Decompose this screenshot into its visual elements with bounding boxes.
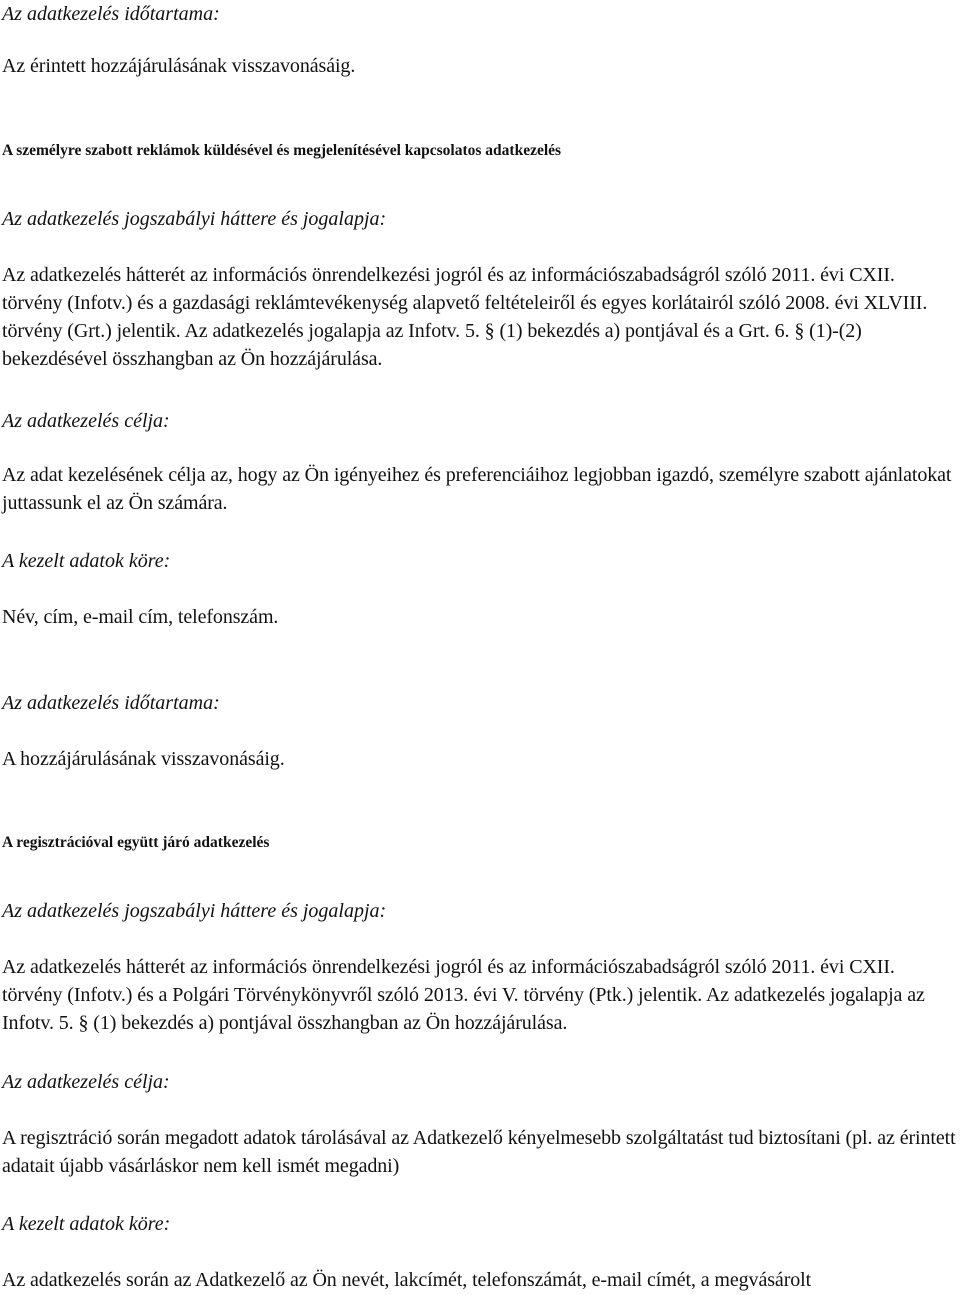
section-title-registration: A regisztrációval együtt járó adatkezelés	[2, 834, 270, 851]
section-heading-retention-period-2: Az adatkezelés időtartama:	[2, 692, 220, 714]
section-heading-legal-basis: Az adatkezelés jogszabályi háttere és jogalapja:	[2, 208, 387, 230]
section-heading-purpose: Az adatkezelés célja:	[2, 410, 170, 432]
section-heading-retention-period: Az adatkezelés időtartama:	[2, 3, 220, 25]
paragraph-legal-basis: Az adatkezelés hátterét az információs önrendelkezési jogról és az információszabadságról szóló 2011. évi CXII. törvény (Infotv.) és a gazdasági reklámtevékenység alapvető feltételeiről és egyes korlátairól szóló 2008. évi XLVIII. törvény (Grt.) jelentik. Az adatkezelés jogalapja az Infotv. 5. § (1) bekezdés a) pontjával és a Grt. 6. § (1)-(2) bekezdésével összhangban az Ön hozzájárulása.	[2, 264, 928, 370]
paragraph-retention-period: Az érintett hozzájárulásának visszavonásáig.	[2, 55, 356, 77]
paragraph-retention-period-2: A hozzájárulásának visszavonásáig.	[2, 748, 285, 770]
section-title-personalized-ads: A személyre szabott reklámok küldésével és megjelenítésével kapcsolatos adatkezelés	[2, 142, 562, 159]
paragraph-data-scope-2: Az adatkezelés során az Adatkezelő az Ön nevét, lakcímét, telefonszámát, e-mail címét, a megvásárolt	[2, 1269, 812, 1291]
section-heading-data-scope: A kezelt adatok köre:	[2, 550, 171, 572]
paragraph-purpose: Az adat kezelésének célja az, hogy az Ön igényeihez és preferenciáihoz legjobban igazdó, személyre szabott ajánlatokat juttassunk el az Ön számára.	[2, 464, 952, 514]
section-heading-purpose-2: Az adatkezelés célja:	[2, 1071, 170, 1093]
section-heading-legal-basis-2: Az adatkezelés jogszabályi háttere és jogalapja:	[2, 900, 387, 922]
paragraph-purpose-2: A regisztráció során megadott adatok tárolásával az Adatkezelő kényelmesebb szolgáltatást tud biztosítani (pl. az érintett adatait újabb vásárláskor nem kell ismét megadni)	[2, 1127, 956, 1177]
paragraph-legal-basis-2: Az adatkezelés hátterét az információs önrendelkezési jogról és az információszabadságról szóló 2011. évi CXII. törvény (Infotv.) és a Polgári Törvénykönyvről szóló 2013. évi V. törvény (Ptk.) jelentik. Az adatkezelés jogalapja az Infotv. 5. § (1) bekezdés a) pontjával összhangban az Ön hozzájárulása.	[2, 956, 925, 1034]
paragraph-data-scope: Név, cím, e-mail cím, telefonszám.	[2, 606, 279, 628]
section-heading-data-scope-2: A kezelt adatok köre:	[2, 1213, 171, 1235]
